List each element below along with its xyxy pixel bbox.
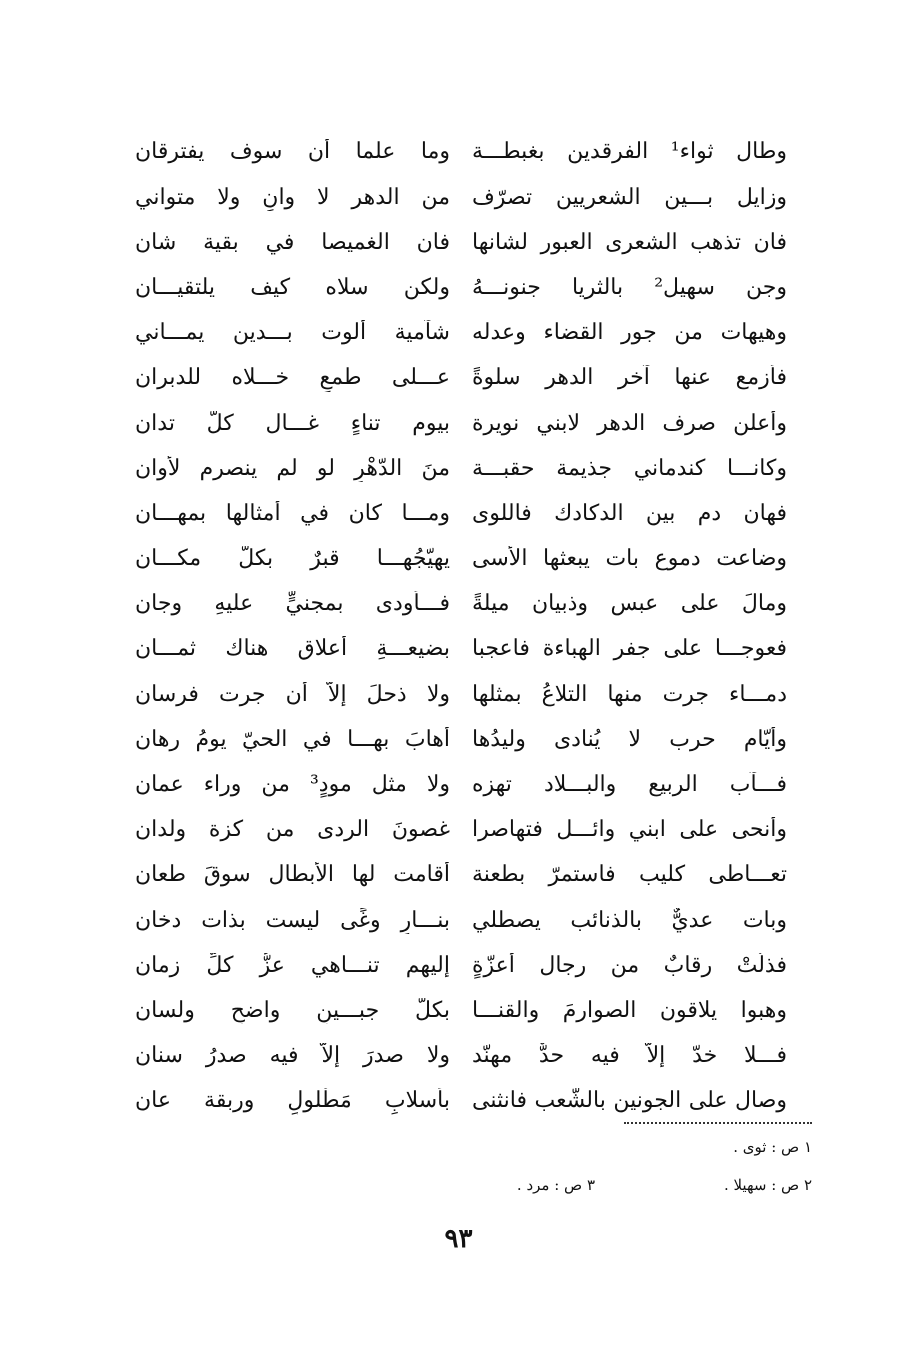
couplet bbox=[135, 266, 787, 311]
first-hemistich: فـــآب الربيع والبـــلاد تهزه bbox=[472, 772, 787, 798]
couplet bbox=[135, 943, 787, 988]
second-hemistich: ومـــا كان في أمثالها بمهـــان bbox=[135, 500, 450, 526]
first-hemistich: فعوجـــا على جفر الهباءة فاعجبا bbox=[472, 636, 787, 662]
couplet bbox=[135, 898, 787, 943]
couplet bbox=[135, 989, 787, 1034]
first-hemistich: فأزمع عنها آخر الدهر سلوةً bbox=[472, 365, 787, 391]
first-hemistich: وصال على الجونين بالشّعب فانثنى bbox=[472, 1088, 787, 1114]
first-hemistich: وهيهات من جور القضاء وعدله bbox=[472, 320, 787, 346]
second-hemistich: بنـــارِ وغًى ليست بذات دخان bbox=[135, 907, 450, 933]
second-hemistich: بضيعـــةِ أعلاق هناك ثمـــان bbox=[135, 636, 450, 662]
couplet bbox=[135, 582, 787, 627]
second-hemistich: بأسلابِ مَطْلولٍ وربقة عان bbox=[135, 1088, 450, 1114]
couplet bbox=[135, 130, 787, 175]
couplet bbox=[135, 808, 787, 853]
couplet bbox=[135, 717, 787, 762]
first-hemistich: وأعلن صرف الدهر لابني نويرة bbox=[472, 410, 787, 436]
footnote-2: ٢ ص : سهيلا . bbox=[723, 1176, 812, 1194]
second-hemistich: من الدهر لا وانٍ ولا متواني bbox=[135, 184, 450, 210]
first-hemistich: وجن سهيل² بالثريا جنونـــهُ bbox=[472, 274, 787, 300]
second-hemistich: ولا مثل مودٍ³ من وراء عمان bbox=[135, 772, 450, 798]
couplet bbox=[135, 537, 787, 582]
footnote-separator bbox=[624, 1122, 812, 1124]
second-hemistich: فان الغميصا في بقية شان bbox=[135, 229, 450, 255]
first-hemistich: ومالَ على عبس وذبيان ميلةً bbox=[472, 591, 787, 617]
first-hemistich: دمـــاء جرت منها التلاعُ بمثلها bbox=[472, 681, 787, 707]
first-hemistich: وهبوا يلاقون الصوارمَ والقنـــا bbox=[472, 997, 787, 1023]
first-hemistich: تعـــاطى كليب فاستمرّ بطعنة bbox=[472, 862, 787, 888]
couplet bbox=[135, 401, 787, 446]
first-hemistich: وضاعت دموع بات يبعثها الأسى bbox=[472, 546, 787, 572]
couplet bbox=[135, 356, 787, 401]
first-hemistich: فهان دم بين الدكادك فاللوى bbox=[472, 500, 787, 526]
first-hemistich: وبات عديٌّ بالذنائب يصطلي bbox=[472, 907, 787, 933]
couplet bbox=[135, 492, 787, 537]
second-hemistich: وما علما أن سوف يفترقان bbox=[135, 139, 450, 165]
first-hemistich: فـــلا خدّ إلاّ فيه حدٌّ مهنّد bbox=[472, 1043, 787, 1069]
second-hemistich: يهيّجُهـــا قبرٌ بكلّ مكـــان bbox=[135, 546, 450, 572]
couplet bbox=[135, 853, 787, 898]
second-hemistich: ولا ذحلَ إلاّ أن جرت فرسان bbox=[135, 681, 450, 707]
second-hemistich: أهابَ بهـــا في الحيّ يومُ رهان bbox=[135, 726, 450, 752]
second-hemistich: ولكن سلاه كيف يلتقيـــان bbox=[135, 274, 450, 300]
second-hemistich: إليهم تنـــاهي عزُّ كلِّ زمان bbox=[135, 952, 450, 978]
footnote-3: ٣ ص : مرد . bbox=[516, 1176, 595, 1194]
couplet bbox=[135, 311, 787, 356]
footnote-1: ١ ص : ثوى . bbox=[733, 1138, 812, 1156]
poem-body bbox=[135, 130, 787, 1124]
second-hemistich: أقامت لها الأبطال سوقَ طعان bbox=[135, 862, 450, 888]
first-hemistich: فذلّتْ رقابٌ من رجال أعزّةٍ bbox=[472, 952, 787, 978]
first-hemistich: وكانـــا كندماني جذيمة حقبـــة bbox=[472, 455, 787, 481]
second-hemistich: شآمية ألوت بـــدين يمـــاني bbox=[135, 320, 450, 346]
couplet bbox=[135, 1034, 787, 1079]
couplet bbox=[135, 220, 787, 265]
first-hemistich: وزايل بـــين الشعريين تصرّف bbox=[472, 184, 787, 210]
second-hemistich: ولا صدرَ إلاّ فيه صدرُ سنان bbox=[135, 1043, 450, 1069]
second-hemistich: غصونَ الردى من كزة ولدان bbox=[135, 817, 450, 843]
second-hemistich: بيومِ تناءٍ غـــال كلّ تدان bbox=[135, 410, 450, 436]
second-hemistich: بكلّ جبـــينٍ واضحٍ ولسان bbox=[135, 997, 450, 1023]
couplet bbox=[135, 627, 787, 672]
page-number: ٩٣ bbox=[444, 1224, 473, 1254]
couplet bbox=[135, 763, 787, 808]
couplet bbox=[135, 1079, 787, 1124]
couplet bbox=[135, 175, 787, 220]
first-hemistich: وأيّام حرب لا يُنادى وليدُها bbox=[472, 726, 787, 752]
couplet bbox=[135, 672, 787, 717]
couplet bbox=[135, 446, 787, 491]
second-hemistich: عـــلى طمعٍ خـــلاه للدبران bbox=[135, 365, 450, 391]
first-hemistich: فان تذهب الشعرى العبور لشانها bbox=[472, 229, 787, 255]
first-hemistich: وأنحى على ابني وائـــل فتهاصرا bbox=[472, 817, 787, 843]
second-hemistich: فـــأودى بمجنيٍّ عليهِ وجان bbox=[135, 591, 450, 617]
first-hemistich: وطال ثواء¹ الفرقدين بغبطـــة bbox=[472, 139, 787, 165]
second-hemistich: منَ الدّهْرِ لو لم ينصرم لأوان bbox=[135, 455, 450, 481]
